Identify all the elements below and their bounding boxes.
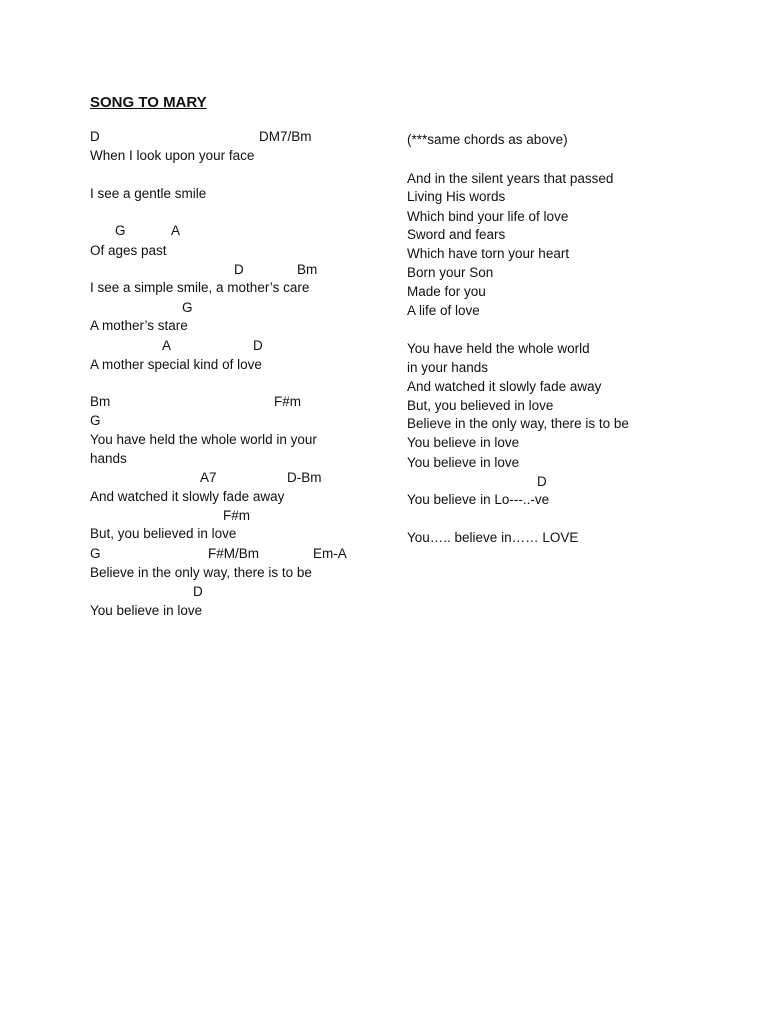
lyric-line: I see a simple smile, a mother’s care [90,280,310,295]
chord: A [162,338,172,353]
lyric-line: Made for you [407,284,486,299]
lyric-line: And watched it slowly fade away [407,379,602,394]
chord: G [182,300,193,315]
chord: DM7/Bm [259,129,312,144]
song-title: SONG TO MARY [90,94,207,111]
chord: G [115,223,126,238]
lyric-line: And watched it slowly fade away [90,489,285,504]
lyric-line: A mother’s stare [90,318,188,333]
chord: F#M/Bm [208,546,260,561]
chord: Bm [297,262,318,277]
lyric-line: A life of love [407,303,480,318]
chord: G [90,546,101,561]
lyric-line: in your hands [407,360,489,375]
lyric-line: You believe in Lo---..-ve [407,492,550,507]
lyric-line: Living His words [407,189,506,204]
lyric-line: You have held the whole world [407,341,590,356]
lyric-line: Which bind your life of love [407,209,569,224]
lyric-line: A mother special kind of love [90,357,262,372]
chord: F#m [274,394,301,409]
lyric-line: You have held the whole world in your [90,432,317,447]
chord: A7 [200,470,217,485]
chord: D [253,338,263,353]
chord: D [537,474,547,489]
lyric-line: Which have torn your heart [407,246,570,261]
lyric-line: hands [90,451,127,466]
lyric-line: And in the silent years that passed [407,171,614,186]
chord: G [90,413,101,428]
lyric-line: Believe in the only way, there is to be [90,565,312,580]
lyric-line: You….. believe in…… LOVE [407,530,579,545]
lyric-line: Born your Son [407,265,494,280]
chord: D [90,129,100,144]
lyric-line: Believe in the only way, there is to be [407,416,629,431]
lyric-line: You believe in love [407,435,520,450]
lyric-line: Of ages past [90,243,167,258]
lyric-line: But, you believed in love [407,398,554,413]
note-line: (***same chords as above) [407,132,568,147]
chord: A [171,223,181,238]
chord: D-Bm [287,470,322,485]
lyric-line: I see a gentle smile [90,186,207,201]
lyric-line: You believe in love [407,455,520,470]
lyric-line: When I look upon your face [90,148,255,163]
lyric-line: Sword and fears [407,227,506,242]
chord: Em-A [313,546,347,561]
chord: Bm [90,394,111,409]
chord: F#m [223,508,250,523]
chord: D [234,262,244,277]
lyric-line: You believe in love [90,603,203,618]
chord: D [193,584,203,599]
lyric-line: But, you believed in love [90,526,237,541]
